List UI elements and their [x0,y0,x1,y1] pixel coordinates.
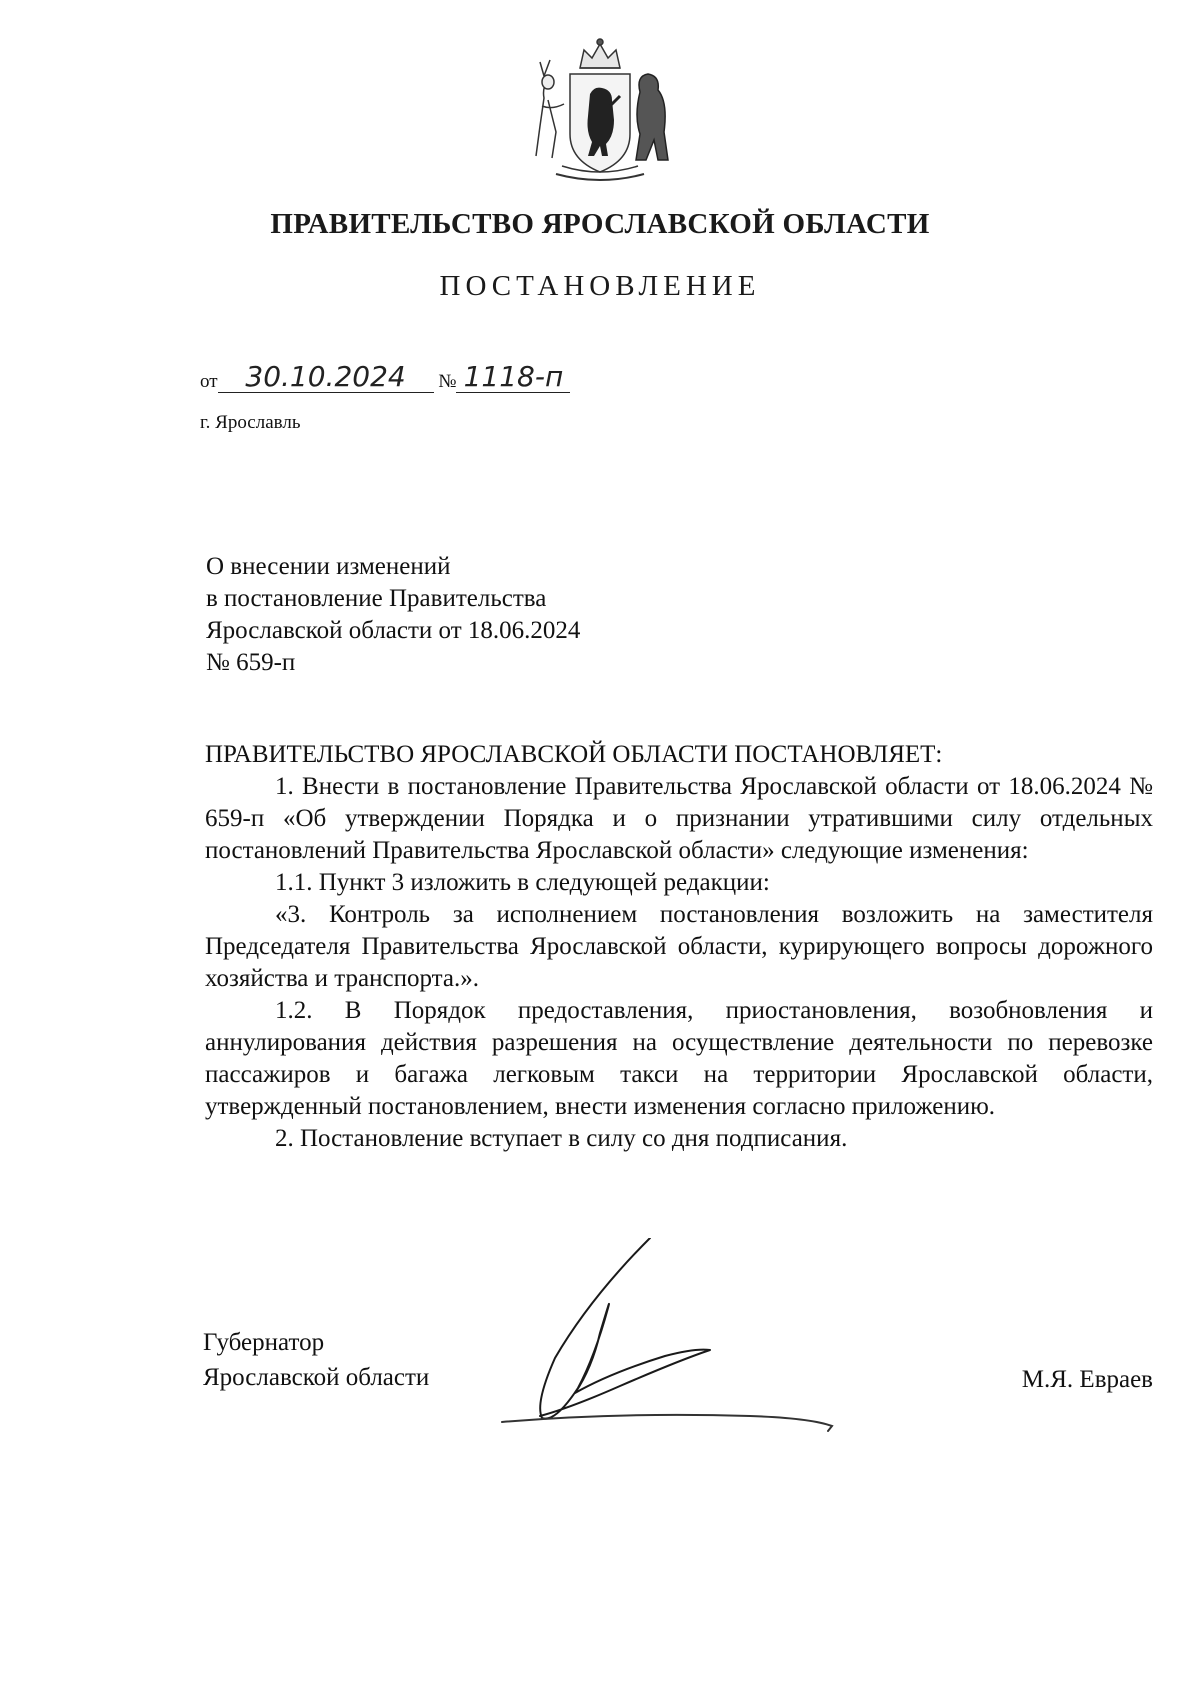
subject-line: в постановление Правительства [206,585,547,612]
coat-of-arms-icon [522,36,678,186]
date-prefix: от [200,371,218,392]
subject-line: О внесении изменений [206,553,451,580]
number-prefix: № [438,371,457,392]
paragraph-1-1: 1.1. Пункт 3 изложить в следующей редакции: [275,869,770,896]
subject-line: Ярославской области от 18.06.2024 [206,617,581,644]
paragraph-1: 1. Внести в постановление Правительства Ярославской области от 18.06.2024 № 659-п «Об утверждении Порядка и о признании утратившими силу отдельных постановлений Правительства Ярославской области» следующие изменения: [205,773,1153,864]
document-body [205,739,1153,1155]
document-date: 30.10.2024 [218,362,434,393]
organization-title: ПРАВИТЕЛЬСТВО ЯРОСЛАВСКОЙ ОБЛАСТИ [270,208,930,240]
handwritten-signature-icon [500,1238,920,1448]
signatory-name: М.Я. Евраев [1021,1366,1153,1393]
document-subject [206,551,580,679]
document-meta [200,362,570,393]
document-number: 1118-п [456,362,570,393]
position-line: Ярославской области [203,1364,430,1391]
paragraph-2: 2. Постановление вступает в силу со дня подписания. [275,1125,848,1152]
position-line: Губернатор [203,1329,325,1356]
document-type: ПОСТАНОВЛЕНИЕ [439,270,761,302]
paragraph-1-2: 1.2. В Порядок предоставления, приостановления, возобновления и аннулирования действия разрешения на осуществление деятельности по перевозке пассажиров и багажа легковым такси на территории Ярославской области, утвержденный постановлением, внести изменения согласно приложению. [205,997,1153,1120]
paragraph-1-1-quote: «3. Контроль за исполнением постановления возложить на заместителя Председателя Правительства Ярославской области, курирующего вопросы дорожного хозяйства и транспорта.». [205,901,1153,992]
preamble: ПРАВИТЕЛЬСТВО ЯРОСЛАВСКОЙ ОБЛАСТИ ПОСТАНОВЛЯЕТ: [205,741,943,768]
signatory-position [203,1325,429,1395]
document-city: г. Ярославль [200,412,301,433]
subject-line: № 659-п [206,649,296,676]
